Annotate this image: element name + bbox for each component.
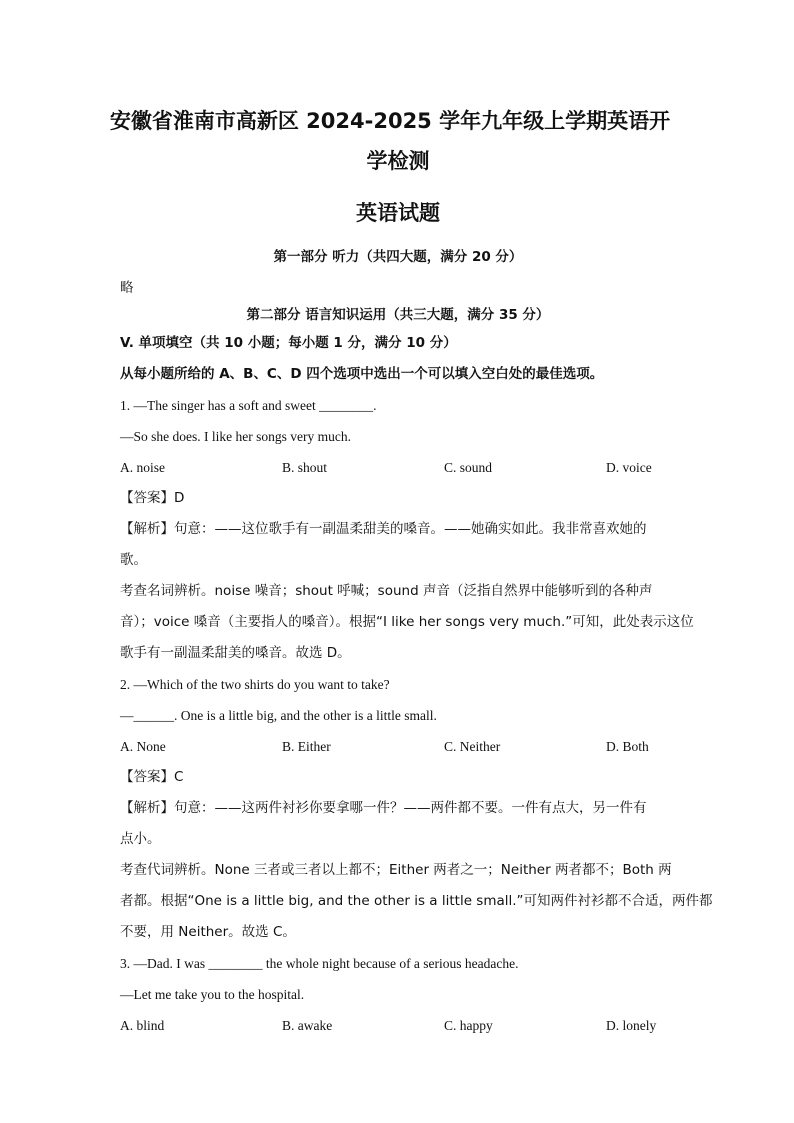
option-d: D. voice — [606, 460, 652, 475]
question-reply: —So she does. I like her songs very much. — [120, 429, 351, 444]
option-b: B. awake — [282, 1018, 333, 1033]
option-b: B. Either — [282, 739, 331, 754]
option-c: C. Neither — [444, 739, 501, 754]
option-a: A. None — [120, 739, 166, 754]
question-3 — [120, 948, 676, 1041]
analysis-line: 歌手有一副温柔甜美的嗓音。故选 D。 — [120, 645, 351, 661]
option-d: D. Both — [606, 739, 649, 754]
question-options — [120, 731, 676, 762]
analysis-line: 考查名词辨析。noise 噪音；shout 呼喊；sound 声音（泛指自然界中能够听到的各种声 — [120, 583, 653, 599]
analysis-line: 考查代词辨析。None 三者或三者以上都不；Either 两者之一；Neither 两者都不；Both 两 — [120, 862, 672, 878]
question-1 — [120, 390, 694, 669]
analysis-line: 不要，用 Neither。故选 C。 — [120, 924, 296, 940]
answer: 【答案】C — [120, 769, 184, 785]
option-c: C. happy — [444, 1018, 493, 1033]
document-title-line2: 学检测 — [366, 149, 430, 173]
question-reply: —______. One is a little big, and the other is a little small. — [120, 708, 437, 723]
analysis-line: 歌。 — [120, 552, 147, 568]
question-options — [120, 452, 676, 483]
document-title-line1: 安徽省淮南市高新区 2024-2025 学年九年级上学期英语开 — [109, 109, 671, 133]
exam-page — [109, 0, 713, 1041]
section-title: V. 单项填空（共 10 小题；每小题 1 分，满分 10 分） — [120, 335, 457, 351]
analysis-line: 者都。根据“One is a little big, and the other is a little small.”可知两件衬衫都不合适，两件都 — [120, 893, 713, 909]
option-a: A. noise — [120, 460, 165, 475]
question-2 — [120, 669, 713, 948]
answer: 【答案】D — [120, 490, 185, 506]
analysis-line: 点小。 — [120, 831, 161, 847]
question-stem: 2. —Which of the two shirts do you want to take? — [120, 677, 390, 692]
option-d: D. lonely — [606, 1018, 657, 1033]
question-reply: —Let me take you to the hospital. — [120, 987, 305, 1002]
option-c: C. sound — [444, 460, 493, 475]
question-options — [120, 1010, 676, 1041]
analysis-line: 【解析】句意：——这两件衬衫你要拿哪一件？——两件都不要。一件有点大，另一件有 — [120, 800, 647, 816]
option-b: B. shout — [282, 460, 328, 475]
part1-note: 略 — [120, 280, 134, 296]
part1-heading: 第一部分 听力（共四大题，满分 20 分） — [273, 249, 523, 265]
question-stem: 1. —The singer has a soft and sweet ________. — [120, 398, 377, 413]
section-instruction: 从每小题所给的 A、B、C、D 四个选项中选出一个可以填入空白处的最佳选项。 — [120, 366, 604, 382]
question-stem: 3. —Dad. I was ________ the whole night because of a serious headache. — [120, 956, 519, 971]
analysis-line: 音）；voice 嗓音（主要指人的嗓音）。根据“I like her songs very much.”可知，此处表示这位 — [120, 614, 694, 630]
analysis-line: 【解析】句意：——这位歌手有一副温柔甜美的嗓音。——她确实如此。我非常喜欢她的 — [120, 521, 647, 537]
part2-heading: 第二部分 语言知识运用（共三大题，满分 35 分） — [246, 307, 550, 323]
option-a: A. blind — [120, 1018, 165, 1033]
document-subtitle: 英语试题 — [356, 201, 440, 225]
